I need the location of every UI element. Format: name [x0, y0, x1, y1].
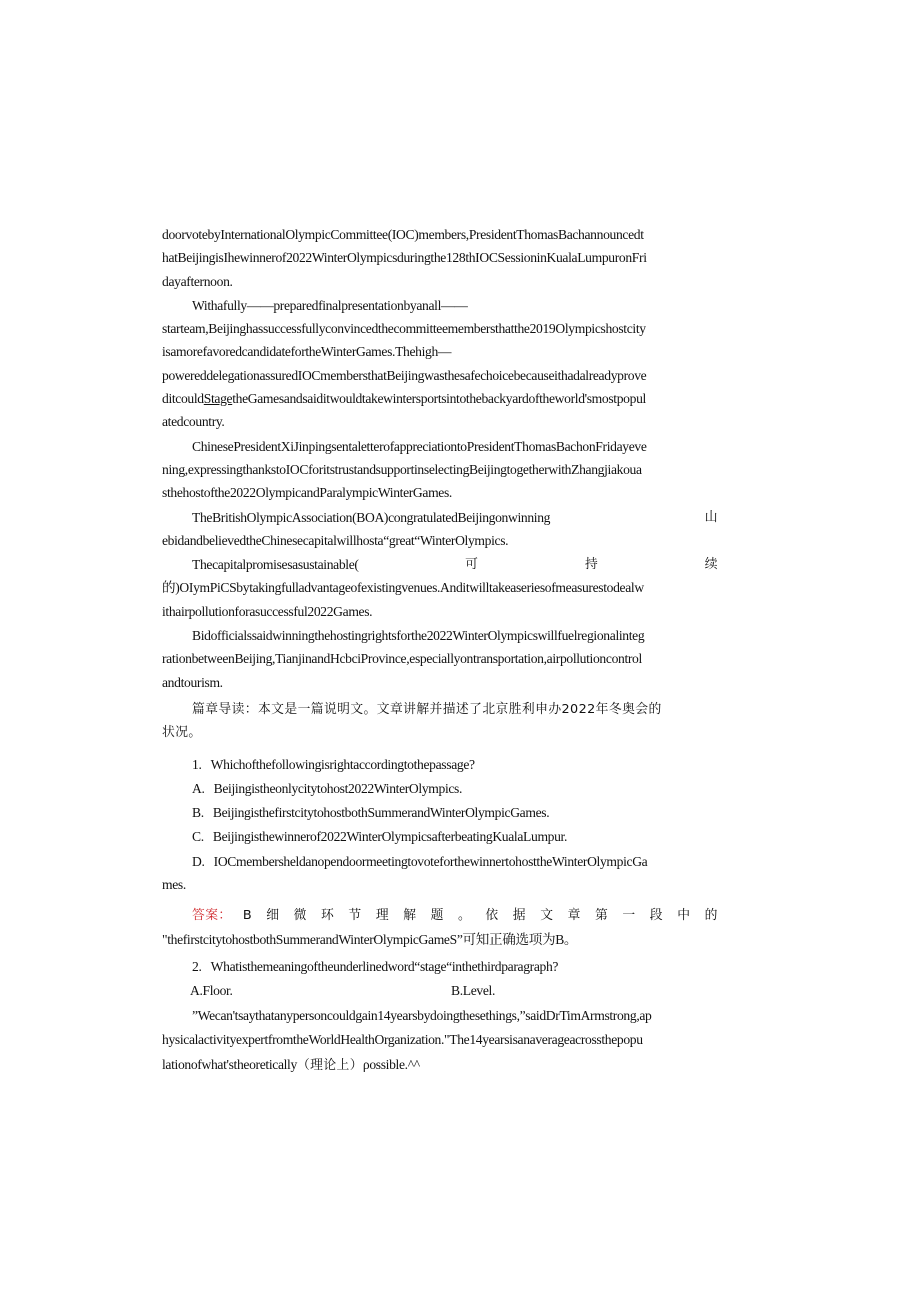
passage-paragraph-2: [162, 294, 718, 317]
q2-option-b: B.Level.: [451, 983, 496, 999]
p1-line1: doorvotebyInternationalOlympicCommittee(IOC)members,PresidentThomasBachannouncedt: [162, 227, 644, 242]
passage-paragraph-4-cont: [162, 529, 718, 552]
question-2-stem: [162, 955, 718, 978]
q1-option-a-text: A. Beijingistheonlycitytohost2022WinterOlympics.: [192, 780, 463, 796]
guide-line1: 篇章导读：本文是一篇说明文。文章讲解并描述了北京胜利申办2022年冬奥会的: [192, 701, 662, 717]
p2-line2: starteam,Beijinghassuccessfullyconvincedthecommitteemembersthatthe2019Olympicshostcity: [162, 321, 646, 337]
question-1-option-b: [162, 801, 718, 824]
guide-line2: 状况。: [162, 725, 202, 741]
p4-line1-right: 山: [704, 509, 718, 525]
q2-stem-text: 2. Whatisthemeaningoftheunderlinedword“stage“inthethirdparagraph?: [192, 958, 559, 974]
p4-line1-left: TheBritishOlympicAssociation(BOA)congratulatedBeijingonwinning: [192, 509, 551, 525]
passage-paragraph-5: [162, 553, 718, 576]
p2-line6: atedcountry.: [162, 414, 225, 430]
p3-line1: ChinesePresidentXiJinpingsentaletterofappreciationtoPresidentThomasBachonFridayeve: [192, 438, 647, 454]
text-body: [162, 223, 732, 1078]
p6-line3: andtourism.: [162, 674, 223, 690]
question-1-option-a: [162, 777, 718, 800]
passage-paragraph-2-cont: [162, 317, 718, 433]
answer-label: 答案：: [192, 908, 232, 924]
underlined-word-stage: Stage: [203, 391, 233, 407]
trailing-line3-cn: （理论上）: [296, 1057, 363, 1073]
passage-paragraph-1: [162, 223, 718, 293]
p5-line1-pre: Thecapitalpromisesasustainable(: [192, 557, 359, 573]
chapter-guide-cont: [162, 721, 718, 744]
p4-line2: ebidandbelievedtheChinesecapitalwillhosta“great“WinterOlympics.: [162, 532, 509, 548]
passage-paragraph-6: [162, 624, 718, 647]
question-1-stem: [162, 753, 718, 776]
question-1-option-c: [162, 825, 718, 848]
passage-paragraph-5-cont: [162, 576, 718, 623]
q1-option-b-text: B. BeijingisthefirstcitytohostbothSummerandWinterOlympicGames.: [192, 805, 550, 821]
answer-1-line2: "thefirstcitytohostbothSummerandWinterOlympicGameS”可知正确选项为B。: [162, 931, 578, 947]
p3-line2: ning,expressingthankstoIOCforitstrustandsupportinselectingBeijingtogetherwithZhangjiakoua: [162, 461, 642, 477]
question-1-option-d: [162, 850, 718, 873]
passage-paragraph-6-cont: [162, 647, 718, 694]
answer-1-cont: [162, 928, 718, 951]
p5-line3: ithairpollutionforasuccessful2022Games.: [162, 603, 373, 619]
trailing-paragraph-cont: [162, 1027, 718, 1078]
p2-line5-pre: ditcould: [162, 391, 204, 407]
question-2-options: [162, 979, 718, 1002]
trailing-line2: hysicalactivityexpertfromtheWorldHealthOrganization."The14yearsisanaverageacrossthepopu: [162, 1031, 643, 1047]
p6-line1: Bidofficialssaidwinningthehostingrightsforthe2022WinterOlympicswillfuelregionalinteg: [192, 628, 645, 644]
chapter-guide: [162, 698, 718, 721]
trailing-line3-pre: lationofwhat'stheoretically: [162, 1056, 297, 1072]
p2-line5-post: theGamesandsaiditwouldtakewintersportsintothebackyardoftheworld'smostpopul: [232, 391, 646, 407]
trailing-line1: ”Wecan'tsaythatanypersoncouldgain14yearsbydoingthesethings,”saidDrTimArmstrong,ap: [192, 1007, 652, 1023]
question-1-option-d-cont: [162, 873, 718, 896]
p5-char-1: 可: [465, 557, 479, 573]
passage-paragraph-4: [162, 506, 718, 529]
p5-line2: 的)OIymPiCSbytakingfulladvantageofexistingvenues.Anditwilltakeaseriesofmeasurestodealw: [162, 580, 644, 596]
trailing-line3-post: ρossible.^^: [362, 1056, 420, 1072]
p2-line4: powereddelegationassuredIOCmembersthatBeijingwasthesafechoicebecauseithadalreadyprove: [162, 367, 647, 383]
p2-line1: Withafully——preparedfinalpresentationbyanall——: [192, 297, 468, 313]
p2-line3: isamorefavoredcandidatefortheWinterGames.Thehigh—: [162, 344, 452, 360]
p3-line3: sthehostofthe2022OlympicandParalympicWinterGames.: [162, 485, 452, 501]
p5-char-2: 持: [584, 557, 599, 573]
passage-paragraph-3: [162, 435, 718, 458]
q1-option-c-text: C. Beijingisthewinnerof2022WinterOlympicsafterbeatingKualaLumpur.: [192, 829, 568, 845]
p1-line3: dayafternoon.: [162, 273, 233, 289]
q1-option-d-text: D. IOCmembersheldanopendoormeetingtovoteforthewinnertohosttheWinterOlympicGa: [192, 853, 648, 869]
answer-1: [162, 904, 732, 927]
trailing-paragraph: [162, 1004, 718, 1027]
p1-line2: hatBeijingisIhewinnerof2022WinterOlympicsduringthe128thIOCSessioninKualaLumpuronFri: [162, 250, 647, 266]
p5-char-3: 续: [704, 557, 718, 573]
passage-paragraph-3-cont: [162, 458, 718, 505]
answer-1-line1: B细微环节理解题。依据文章第一段中的: [242, 908, 732, 924]
p6-line2: rationbetweenBeijing,TianjinandHcbciProvince,especiallyontransportation,airpollutioncontrol: [162, 651, 642, 667]
q2-option-a: A.Floor.: [190, 983, 233, 999]
q1-option-d-text-cont: mes.: [162, 877, 186, 893]
q1-stem-text: 1. Whichofthefollowingisrightaccordingtothepassage?: [192, 756, 475, 772]
